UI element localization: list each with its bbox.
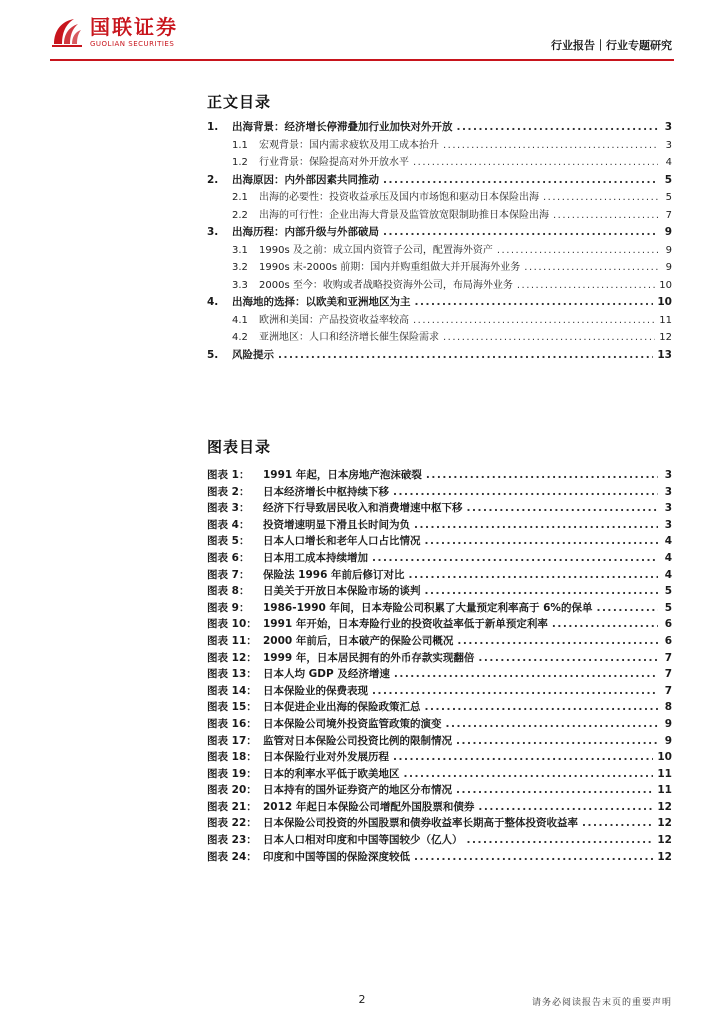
toc-entry-number: 1.1 — [232, 139, 248, 151]
figure-leader-dots — [372, 550, 658, 567]
toc-entry[interactable] — [207, 259, 672, 277]
toc-entry-number: 2.2 — [232, 209, 248, 221]
toc-entry-number: 1.2 — [232, 157, 248, 168]
figure-entry-page: 12 — [657, 817, 672, 830]
figure-leader-dots — [409, 567, 658, 584]
toc-entry-page: 5 — [664, 173, 672, 186]
figure-entry-page: 11 — [657, 767, 672, 780]
figure-entry-title: 日本持有的国外证券资产的地区分布情况 — [263, 784, 452, 797]
toc-leader-dots — [413, 312, 655, 330]
toc-entry[interactable] — [207, 189, 672, 207]
figure-entry-title: 1991 年开始，日本寿险行业的投资收益率低于新单预定利率 — [263, 618, 548, 631]
figure-entry[interactable] — [207, 533, 672, 550]
logo-name-en: GUOLIAN SECURITIES — [90, 40, 175, 48]
toc-entry-title: 亚洲地区：人口和经济增长催生保险需求 — [259, 332, 439, 343]
figure-entry-label: 图表 2： — [207, 485, 250, 498]
toc-entry-title: 出海的必要性：投资收益承压及国内市场饱和驱动日本保险出海 — [259, 192, 539, 203]
figure-entry[interactable] — [207, 484, 672, 501]
figure-entry-label: 图表 9： — [207, 601, 250, 614]
figure-entry-label: 图表 11： — [207, 634, 257, 647]
figure-entry[interactable] — [207, 500, 672, 517]
figure-entry-title: 日本人口增长和老年人口占比情况 — [263, 535, 421, 548]
toc-entry-title: 出海的可行性：企业出海大背景及监管放宽限制助推日本保险出海 — [259, 209, 549, 221]
figure-entry[interactable] — [207, 683, 672, 700]
figure-entry-page: 7 — [664, 651, 672, 664]
figure-entry[interactable] — [207, 849, 672, 866]
figure-entry-title: 日本人均 GDP 及经济增速 — [263, 668, 390, 681]
figure-entry-title: 印度和中国等国的保险深度较低 — [263, 850, 410, 863]
figure-leader-dots — [596, 600, 658, 617]
toc-leader-dots — [278, 347, 653, 365]
figure-leader-dots — [478, 799, 653, 816]
figure-entry-title: 经济下行导致居民收入和消费增速中枢下移 — [263, 502, 463, 515]
figure-entry-label: 图表 23： — [207, 834, 257, 847]
toc-entry[interactable] — [207, 119, 672, 137]
toc-leader-dots — [497, 242, 658, 260]
figure-entry-title: 2000 年前后，日本破产的保险公司概况 — [263, 634, 454, 647]
figure-entry[interactable] — [207, 782, 672, 799]
toc-entry-number: 1. — [207, 121, 219, 133]
company-logo — [50, 16, 178, 50]
figure-entry-label: 图表 24： — [207, 850, 257, 863]
toc-entry[interactable] — [207, 172, 672, 190]
figure-entry[interactable] — [207, 467, 672, 484]
figure-entry-label: 图表 13： — [207, 668, 257, 681]
toc-entry-page: 11 — [659, 314, 672, 326]
figure-entry-title: 日本用工成本持续增加 — [263, 551, 368, 564]
figure-entry[interactable] — [207, 567, 672, 584]
figure-entry[interactable] — [207, 583, 672, 600]
figure-entry-label: 图表 8： — [207, 585, 250, 598]
toc-leader-dots — [443, 329, 655, 347]
figure-entry[interactable] — [207, 815, 672, 832]
logo-name-cn: 国联证券 — [90, 15, 178, 39]
toc-leader-dots — [415, 294, 654, 312]
figure-entry-page: 5 — [664, 601, 672, 614]
toc-entry-number: 4.1 — [232, 314, 248, 326]
toc-entry-page: 10 — [659, 279, 672, 291]
figure-entry[interactable] — [207, 550, 672, 567]
figure-leader-dots — [478, 650, 658, 667]
toc-entry-number: 4.2 — [232, 332, 248, 343]
figure-entry-page: 12 — [657, 850, 672, 863]
page-header — [0, 0, 724, 64]
figure-entry-label: 图表 1： — [207, 469, 250, 481]
figure-entry-label: 图表 21： — [207, 800, 257, 813]
toc-entry-title: 1990s 末-2000s 前期：国内并购重组做大并开展海外业务 — [259, 262, 521, 273]
figure-entry-page: 9 — [664, 717, 672, 730]
figure-entry-title: 日本保险业的保费表现 — [263, 684, 368, 697]
figure-entry-label: 图表 3： — [207, 502, 250, 515]
toc-entry-number: 3.1 — [232, 244, 248, 256]
toc-entry-page: 9 — [664, 226, 672, 238]
figure-entry-label: 图表 10： — [207, 618, 257, 631]
toc-entry[interactable] — [207, 242, 672, 260]
figure-entry[interactable] — [207, 799, 672, 816]
figure-entry[interactable] — [207, 666, 672, 683]
figure-entry-label: 图表 22： — [207, 817, 257, 830]
figure-leader-dots — [414, 517, 658, 534]
figure-leader-dots — [446, 716, 659, 733]
figure-entry-title: 1999 年，日本居民拥有的外币存款实现翻倍 — [263, 651, 475, 664]
figure-entry-title: 日本经济增长中枢持续下移 — [263, 485, 389, 498]
logo-mark-icon — [50, 16, 84, 50]
figure-entry-title: 日本促进企业出海的保险政策汇总 — [263, 701, 421, 714]
toc-entry-page: 3 — [665, 139, 672, 151]
toc-leader-dots — [413, 154, 658, 172]
toc-entry-title: 出海原因：内外部因素共同推动 — [232, 173, 379, 186]
figure-list — [207, 467, 672, 865]
figure-entry-label: 图表 5： — [207, 535, 250, 548]
figure-entry-page: 12 — [657, 800, 672, 813]
toc-entry[interactable] — [207, 294, 672, 312]
figure-entry-label: 图表 6： — [207, 551, 250, 564]
figure-leader-dots — [457, 633, 658, 650]
toc-entry-title: 2000s 至今：收购或者战略投资海外公司，布局海外业务 — [259, 279, 513, 291]
toc-entry-page: 4 — [665, 157, 672, 168]
figure-leader-dots — [393, 749, 653, 766]
figure-list-title: 图表目录 — [207, 438, 272, 456]
figure-entry-title: 1986-1990 年间，日本寿险公司积累了大量预定利率高于 6%的保单 — [263, 601, 593, 614]
figure-entry-title: 日本的利率水平低于欧美地区 — [263, 767, 400, 780]
figure-entry-page: 8 — [664, 701, 672, 714]
toc-entry-title: 出海地的选择：以欧美和亚洲地区为主 — [232, 296, 411, 308]
figure-entry-page: 3 — [664, 469, 672, 481]
figure-entry[interactable] — [207, 650, 672, 667]
figure-entry-page: 9 — [664, 734, 672, 747]
toc-entry-page: 3 — [664, 121, 672, 133]
figure-entry-page: 10 — [657, 751, 672, 764]
figure-entry[interactable] — [207, 517, 672, 534]
toc-entry-title: 出海背景：经济增长停滞叠加行业加快对外开放 — [232, 121, 453, 133]
figure-entry-label: 图表 4： — [207, 518, 250, 531]
figure-leader-dots — [393, 484, 658, 501]
figure-leader-dots — [456, 782, 653, 799]
toc-entry[interactable] — [207, 277, 672, 295]
figure-leader-dots — [425, 583, 659, 600]
figure-entry-title: 保险法 1996 年前后修订对比 — [263, 568, 405, 581]
figure-entry[interactable] — [207, 733, 672, 750]
figure-entry-title: 投资增速明显下滑且长时间为负 — [263, 518, 410, 531]
figure-entry[interactable] — [207, 716, 672, 733]
figure-entry-label: 图表 19： — [207, 767, 257, 780]
figure-entry[interactable] — [207, 699, 672, 716]
toc-entry-number: 3.3 — [232, 279, 248, 291]
figure-entry[interactable] — [207, 616, 672, 633]
toc-entry-page: 7 — [665, 209, 672, 221]
figure-leader-dots — [425, 699, 659, 716]
toc-entry-number: 3. — [207, 226, 219, 238]
figure-leader-dots — [582, 815, 653, 832]
toc-leader-dots — [457, 119, 659, 137]
toc-entry[interactable] — [207, 154, 672, 172]
figure-entry-label: 图表 7： — [207, 568, 250, 581]
toc-entry-title: 欧洲和美国：产品投资收益率较高 — [259, 314, 409, 326]
toc-entry-title: 风险提示 — [232, 348, 274, 361]
figure-entry-page: 6 — [664, 634, 672, 647]
toc-entry-page: 10 — [657, 296, 672, 308]
figure-entry-label: 图表 12： — [207, 651, 257, 664]
figure-entry-label: 图表 15： — [207, 701, 257, 714]
figure-leader-dots — [426, 467, 658, 484]
toc-entry[interactable] — [207, 224, 672, 242]
toc-title: 正文目录 — [207, 93, 272, 111]
toc-leader-dots — [524, 259, 658, 277]
figure-entry-page: 4 — [664, 535, 672, 548]
figure-entry-page: 3 — [664, 502, 672, 515]
toc-entry-title: 行业背景：保险提高对外开放水平 — [259, 157, 409, 168]
figure-entry[interactable] — [207, 633, 672, 650]
figure-entry-page: 3 — [664, 518, 672, 531]
toc-entry-title: 出海历程：内部升级与外部破局 — [232, 226, 379, 238]
figure-entry-title: 日本保险公司投资的外国股票和债券收益率长期高于整体投资收益率 — [263, 817, 578, 830]
figure-leader-dots — [552, 616, 658, 633]
toc-entry-page: 12 — [659, 332, 672, 343]
figure-entry-label: 图表 14： — [207, 684, 257, 697]
toc-entry-number: 2.1 — [232, 192, 248, 203]
disclaimer-text: 请务必阅读报告末页的重要声明 — [531, 998, 672, 1008]
figure-entry[interactable] — [207, 600, 672, 617]
toc-entry-title: 宏观背景：国内需求疲软及用工成本抬升 — [259, 139, 439, 151]
figure-entry-page: 7 — [664, 668, 672, 681]
toc-entry-number: 5. — [207, 348, 219, 361]
toc-entry-page: 13 — [657, 348, 672, 361]
figure-leader-dots — [394, 666, 658, 683]
figure-entry-label: 图表 16： — [207, 717, 257, 730]
toc-leader-dots — [543, 189, 658, 207]
toc-leader-dots — [443, 137, 658, 155]
figure-leader-dots — [425, 533, 659, 550]
figure-entry-title: 监管对日本保险公司投资比例的限制情况 — [263, 734, 452, 747]
figure-leader-dots — [467, 500, 659, 517]
figure-entry-label: 图表 18： — [207, 751, 257, 764]
toc-entry[interactable] — [207, 347, 672, 365]
toc-entry-title: 1990s 及之前：成立国内资管子公司，配置海外资产 — [259, 244, 493, 256]
figure-entry-title: 1991 年起，日本房地产泡沫破裂 — [263, 469, 422, 481]
figure-entry-page: 3 — [664, 485, 672, 498]
toc-entry[interactable] — [207, 137, 672, 155]
toc-entry-number: 2. — [207, 173, 219, 186]
toc-leader-dots — [553, 207, 658, 225]
figure-entry[interactable] — [207, 766, 672, 783]
toc-list — [207, 119, 672, 364]
toc-leader-dots — [383, 224, 658, 242]
figure-entry-title: 日本保险公司境外投资监管政策的演变 — [263, 717, 442, 730]
figure-entry-page: 4 — [664, 568, 672, 581]
figure-entry-title: 2012 年起日本保险公司增配外国股票和债券 — [263, 800, 475, 813]
figure-entry-title: 日本人口相对印度和中国等国较少（亿人） — [263, 834, 463, 847]
figure-entry-title: 日本保险行业对外发展历程 — [263, 751, 389, 764]
toc-entry-page: 9 — [665, 244, 672, 256]
figure-entry-page: 7 — [664, 684, 672, 697]
toc-entry[interactable] — [207, 312, 672, 330]
figure-entry-label: 图表 17： — [207, 734, 257, 747]
figure-entry-page: 5 — [664, 585, 672, 598]
report-type: 行业报告｜行业专题研究 — [551, 39, 672, 52]
figure-entry[interactable] — [207, 749, 672, 766]
figure-leader-dots — [404, 766, 654, 783]
toc-entry-number: 3.2 — [232, 262, 248, 273]
toc-leader-dots — [383, 172, 658, 190]
toc-entry-number: 4. — [207, 296, 219, 308]
figure-entry[interactable] — [207, 832, 672, 849]
figure-leader-dots — [372, 683, 658, 700]
toc-leader-dots — [517, 277, 655, 295]
figure-entry-page: 6 — [664, 618, 672, 631]
figure-entry-label: 图表 20： — [207, 784, 257, 797]
toc-entry[interactable] — [207, 329, 672, 347]
toc-entry-page: 9 — [665, 262, 672, 273]
toc-entry-page: 5 — [665, 192, 672, 203]
page-number: 2 — [358, 993, 366, 1006]
figure-leader-dots — [414, 849, 653, 866]
figure-entry-page: 12 — [657, 834, 672, 847]
figure-leader-dots — [456, 733, 658, 750]
figure-entry-page: 4 — [664, 551, 672, 564]
figure-entry-page: 11 — [657, 784, 672, 797]
toc-entry[interactable] — [207, 207, 672, 225]
header-divider — [50, 59, 674, 61]
figure-leader-dots — [467, 832, 654, 849]
figure-entry-title: 日美关于开放日本保险市场的谈判 — [263, 585, 421, 598]
